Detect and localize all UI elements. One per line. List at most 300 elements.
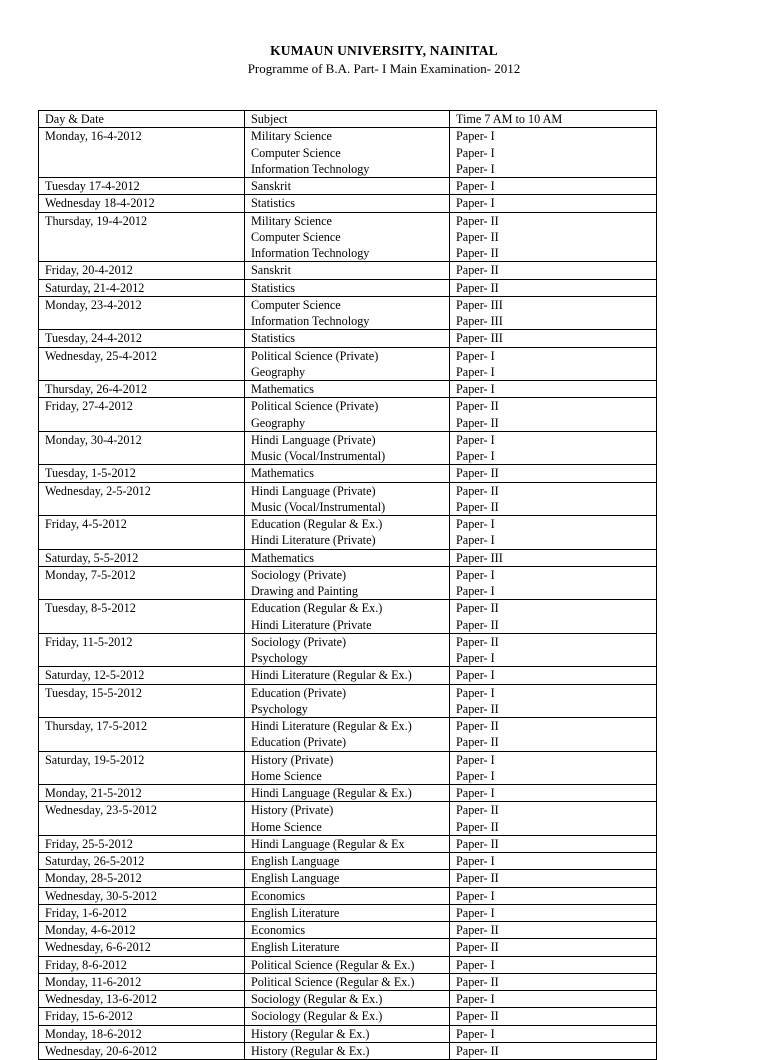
subject-name: Hindi Language (Private) xyxy=(251,432,376,447)
subject-name: Sociology (Regular & Ex.) xyxy=(251,1009,383,1024)
exam-date xyxy=(39,549,245,566)
exam-subjects xyxy=(245,973,450,990)
paper-label: Paper- I xyxy=(456,161,495,176)
subject-name: Mathematics xyxy=(251,466,314,481)
exam-papers xyxy=(450,566,657,600)
exam-date xyxy=(39,853,245,870)
table-row xyxy=(39,128,657,178)
paper-label: Paper- III xyxy=(456,314,503,328)
exam-papers xyxy=(450,785,657,802)
table-row xyxy=(39,922,657,939)
exam-papers xyxy=(450,262,657,279)
paper-label: Paper- II xyxy=(456,499,499,514)
exam-date xyxy=(39,279,245,296)
subject-name: English Language xyxy=(251,871,340,886)
exam-date-text: Monday, 11-6-2012 xyxy=(45,974,142,989)
exam-date xyxy=(39,600,245,634)
exam-date xyxy=(39,262,245,279)
table-row xyxy=(39,549,657,566)
subject-name: Mathematics xyxy=(251,382,314,396)
exam-papers xyxy=(450,549,657,566)
table-row xyxy=(39,802,657,836)
exam-date xyxy=(39,482,245,516)
exam-papers xyxy=(450,751,657,785)
subject-name: Geography xyxy=(251,364,306,379)
exam-subjects xyxy=(245,431,450,465)
paper-label: Paper- II xyxy=(456,263,499,278)
table-row xyxy=(39,381,657,398)
exam-papers xyxy=(450,279,657,296)
paper-label: Paper- I xyxy=(456,1026,495,1041)
table-row xyxy=(39,262,657,279)
exam-subjects xyxy=(245,296,450,330)
document-subtitle: Programme of B.A. Part- I Main Examination- 2012 xyxy=(247,61,521,76)
exam-papers xyxy=(450,212,657,262)
paper-label: Paper- I xyxy=(456,145,495,160)
exam-date-text: Friday, 11-5-2012 xyxy=(45,634,133,649)
paper-label: Paper- II xyxy=(456,399,499,414)
table-row xyxy=(39,973,657,990)
exam-papers xyxy=(450,684,657,718)
exam-date-text: Saturday, 19-5-2012 xyxy=(45,752,145,767)
paper-label: Paper- I xyxy=(456,382,495,396)
exam-date xyxy=(39,212,245,262)
table-row xyxy=(39,330,657,347)
paper-label: Paper- II xyxy=(456,803,499,818)
exam-papers xyxy=(450,347,657,381)
exam-date-text: Thursday, 26-4-2012 xyxy=(45,382,148,396)
paper-label: Paper- II xyxy=(456,940,499,955)
exam-subjects xyxy=(245,398,450,432)
table-row xyxy=(39,939,657,956)
table-header-row xyxy=(39,111,657,128)
exam-papers xyxy=(450,922,657,939)
subject-name: Information Technology xyxy=(251,161,370,176)
exam-date xyxy=(39,802,245,836)
subject-name: Hindi Literature (Regular & Ex.) xyxy=(251,668,412,683)
exam-papers xyxy=(450,991,657,1008)
exam-papers xyxy=(450,1025,657,1042)
exam-date xyxy=(39,973,245,990)
column-header-time: Time 7 AM to 10 AM xyxy=(450,111,657,128)
paper-label: Paper- I xyxy=(456,432,495,447)
table-row xyxy=(39,956,657,973)
table-row xyxy=(39,870,657,887)
exam-subjects xyxy=(245,279,450,296)
exam-subjects xyxy=(245,516,450,550)
subject-name: Information Technology xyxy=(251,246,370,260)
table-row xyxy=(39,195,657,212)
subject-name: Hindi Language (Regular & Ex xyxy=(251,836,405,851)
exam-subjects xyxy=(245,549,450,566)
paper-label: Paper- II xyxy=(456,280,499,295)
exam-subjects xyxy=(245,922,450,939)
exam-papers xyxy=(450,1008,657,1025)
table-row xyxy=(39,718,657,752)
paper-label: Paper- I xyxy=(456,786,495,800)
exam-subjects xyxy=(245,684,450,718)
subject-name: Drawing and Painting xyxy=(251,584,358,598)
exam-subjects xyxy=(245,330,450,347)
exam-date-text: Tuesday, 15-5-2012 xyxy=(45,685,142,700)
exam-subjects xyxy=(245,465,450,482)
paper-label: Paper- II xyxy=(456,483,499,498)
exam-date-text: Wednesday, 2-5-2012 xyxy=(45,483,151,498)
exam-date-text: Friday, 8-6-2012 xyxy=(45,957,127,972)
exam-papers xyxy=(450,195,657,212)
subject-name: Political Science (Regular & Ex.) xyxy=(251,974,415,989)
exam-papers xyxy=(450,398,657,432)
subject-name: Hindi Literature (Private xyxy=(251,617,372,632)
paper-label: Paper- I xyxy=(456,888,495,903)
table-row xyxy=(39,853,657,870)
paper-label: Paper- I xyxy=(456,685,495,700)
subject-name: Hindi Language (Regular & Ex.) xyxy=(251,786,412,800)
exam-papers xyxy=(450,600,657,634)
table-row xyxy=(39,600,657,634)
table-row xyxy=(39,1008,657,1025)
exam-subjects xyxy=(245,991,450,1008)
exam-subjects xyxy=(245,785,450,802)
table-row xyxy=(39,279,657,296)
exam-date xyxy=(39,178,245,195)
paper-label: Paper- I xyxy=(456,752,495,767)
exam-date xyxy=(39,347,245,381)
exam-date xyxy=(39,566,245,600)
exam-papers xyxy=(450,465,657,482)
subject-name: Information Technology xyxy=(251,314,370,328)
exam-papers xyxy=(450,835,657,852)
exam-papers xyxy=(450,482,657,516)
paper-label: Paper- II xyxy=(456,213,499,228)
exam-date xyxy=(39,904,245,921)
exam-date xyxy=(39,751,245,785)
exam-date xyxy=(39,922,245,939)
table-row xyxy=(39,347,657,381)
exam-date xyxy=(39,195,245,212)
exam-date xyxy=(39,956,245,973)
exam-subjects xyxy=(245,600,450,634)
exam-date xyxy=(39,684,245,718)
exam-date-text: Saturday, 21-4-2012 xyxy=(45,280,145,295)
subject-name: Economics xyxy=(251,888,306,903)
table-row xyxy=(39,904,657,921)
subject-name: History (Private) xyxy=(251,752,334,767)
exam-date-text: Wednesday, 20-6-2012 xyxy=(45,1043,157,1058)
paper-label: Paper- I xyxy=(456,533,495,548)
subject-name: Home Science xyxy=(251,768,322,783)
exam-subjects xyxy=(245,381,450,398)
subject-name: Education (Private) xyxy=(251,735,347,750)
exam-subjects xyxy=(245,128,450,178)
exam-subjects xyxy=(245,718,450,752)
exam-subjects xyxy=(245,347,450,381)
exam-date xyxy=(39,835,245,852)
exam-subjects xyxy=(245,853,450,870)
document-title: KUMAUN UNIVERSITY, NAINITAL xyxy=(270,43,498,58)
paper-label: Paper- II xyxy=(456,735,499,750)
exam-papers xyxy=(450,853,657,870)
table-row xyxy=(39,751,657,785)
exam-subjects xyxy=(245,956,450,973)
subject-name: Music (Vocal/Instrumental) xyxy=(251,499,386,514)
subject-name: English Literature xyxy=(251,940,340,955)
paper-label: Paper- II xyxy=(456,601,499,616)
table-row xyxy=(39,887,657,904)
subject-name: Music (Vocal/Instrumental) xyxy=(251,449,386,463)
exam-subjects xyxy=(245,1008,450,1025)
table-row xyxy=(39,835,657,852)
exam-date xyxy=(39,381,245,398)
paper-label: Paper- II xyxy=(456,246,499,260)
table-row xyxy=(39,212,657,262)
exam-date-text: Friday, 25-5-2012 xyxy=(45,836,133,851)
paper-label: Paper- II xyxy=(456,819,499,834)
exam-papers xyxy=(450,516,657,550)
subject-name: Hindi Literature (Regular & Ex.) xyxy=(251,719,412,733)
exam-date-text: Tuesday, 8-5-2012 xyxy=(45,601,136,616)
column-header-subject: Subject xyxy=(245,111,450,128)
table-row xyxy=(39,667,657,684)
table-row xyxy=(39,1042,657,1059)
exam-date-text: Wednesday 18-4-2012 xyxy=(45,196,155,211)
paper-label: Paper- II xyxy=(456,617,499,632)
table-row xyxy=(39,684,657,718)
exam-date xyxy=(39,870,245,887)
exam-date xyxy=(39,431,245,465)
exam-date-text: Monday, 28-5-2012 xyxy=(45,871,142,886)
exam-date-text: Monday, 23-4-2012 xyxy=(45,297,142,312)
subject-name: Mathematics xyxy=(251,550,314,565)
paper-label: Paper- II xyxy=(456,634,499,649)
exam-papers xyxy=(450,904,657,921)
column-header-date: Day & Date xyxy=(39,111,245,128)
exam-subjects xyxy=(245,633,450,667)
subject-name: Military Science xyxy=(251,129,332,144)
paper-label: Paper- II xyxy=(456,229,499,244)
subject-name: Statistics xyxy=(251,331,296,346)
subject-name: Political Science (Private) xyxy=(251,399,379,414)
subject-name: Economics xyxy=(251,923,306,937)
table-row xyxy=(39,566,657,600)
exam-date-text: Friday, 27-4-2012 xyxy=(45,399,133,414)
table-row xyxy=(39,1025,657,1042)
table-row xyxy=(39,482,657,516)
exam-papers xyxy=(450,718,657,752)
exam-papers xyxy=(450,1042,657,1059)
exam-date xyxy=(39,516,245,550)
subject-name: Military Science xyxy=(251,213,332,228)
paper-label: Paper- I xyxy=(456,905,495,920)
paper-label: Paper- II xyxy=(456,1009,499,1024)
table-row xyxy=(39,785,657,802)
subject-name: Sociology (Private) xyxy=(251,634,347,649)
exam-date-text: Thursday, 19-4-2012 xyxy=(45,213,148,228)
table-row xyxy=(39,296,657,330)
exam-date-text: Friday, 20-4-2012 xyxy=(45,263,133,278)
exam-subjects xyxy=(245,212,450,262)
exam-subjects xyxy=(245,904,450,921)
exam-date xyxy=(39,785,245,802)
exam-papers xyxy=(450,887,657,904)
exam-papers xyxy=(450,381,657,398)
exam-papers xyxy=(450,330,657,347)
exam-date-text: Wednesday, 30-5-2012 xyxy=(45,888,157,903)
exam-date xyxy=(39,398,245,432)
paper-label: Paper- II xyxy=(456,701,499,716)
exam-date-text: Wednesday, 23-5-2012 xyxy=(45,803,157,818)
subject-name: Political Science (Regular & Ex.) xyxy=(251,957,415,972)
paper-label: Paper- I xyxy=(456,567,495,582)
exam-date xyxy=(39,1042,245,1059)
table-row xyxy=(39,633,657,667)
paper-label: Paper- I xyxy=(456,992,495,1006)
exam-date xyxy=(39,128,245,178)
paper-label: Paper- II xyxy=(456,719,499,733)
table-row xyxy=(39,465,657,482)
paper-label: Paper- I xyxy=(456,957,495,972)
exam-papers xyxy=(450,802,657,836)
paper-label: Paper- I xyxy=(456,651,495,665)
paper-label: Paper- II xyxy=(456,974,499,989)
exam-papers xyxy=(450,956,657,973)
exam-date-text: Monday, 16-4-2012 xyxy=(45,129,142,144)
exam-papers xyxy=(450,296,657,330)
subject-name: Education (Private) xyxy=(251,685,347,700)
subject-name: English Language xyxy=(251,854,340,868)
exam-papers xyxy=(450,939,657,956)
table-row xyxy=(39,991,657,1008)
exam-subjects xyxy=(245,195,450,212)
exam-date-text: Wednesday, 13-6-2012 xyxy=(45,992,157,1006)
paper-label: Paper- I xyxy=(456,364,495,379)
exam-subjects xyxy=(245,887,450,904)
exam-subjects xyxy=(245,178,450,195)
paper-label: Paper- I xyxy=(456,584,495,598)
exam-subjects xyxy=(245,870,450,887)
subject-name: History (Regular & Ex.) xyxy=(251,1026,370,1041)
paper-label: Paper- I xyxy=(456,129,495,144)
exam-date-text: Monday, 4-6-2012 xyxy=(45,923,136,937)
paper-label: Paper- I xyxy=(456,348,495,363)
table-row xyxy=(39,516,657,550)
paper-label: Paper- I xyxy=(456,668,495,683)
exam-date-text: Monday, 21-5-2012 xyxy=(45,786,142,800)
exam-date-text: Tuesday, 1-5-2012 xyxy=(45,466,136,481)
exam-subjects xyxy=(245,667,450,684)
exam-date xyxy=(39,465,245,482)
subject-name: Education (Regular & Ex.) xyxy=(251,601,383,616)
table-row xyxy=(39,431,657,465)
subject-name: Hindi Literature (Private) xyxy=(251,533,376,548)
exam-date-text: Friday, 15-6-2012 xyxy=(45,1009,133,1024)
exam-papers xyxy=(450,870,657,887)
exam-date xyxy=(39,330,245,347)
exam-date xyxy=(39,718,245,752)
exam-date xyxy=(39,296,245,330)
subject-name: Statistics xyxy=(251,280,296,295)
exam-papers xyxy=(450,431,657,465)
table-row xyxy=(39,398,657,432)
subject-name: Sanskrit xyxy=(251,179,291,193)
exam-date xyxy=(39,991,245,1008)
exam-papers xyxy=(450,667,657,684)
exam-subjects xyxy=(245,262,450,279)
exam-date-text: Wednesday, 6-6-2012 xyxy=(45,940,151,955)
subject-name: Statistics xyxy=(251,196,296,211)
exam-date xyxy=(39,667,245,684)
subject-name: English Literature xyxy=(251,905,340,920)
exam-date-text: Saturday, 26-5-2012 xyxy=(45,854,145,868)
subject-name: Computer Science xyxy=(251,145,341,160)
paper-label: Paper- II xyxy=(456,871,499,886)
paper-label: Paper- II xyxy=(456,466,499,481)
subject-name: History (Regular & Ex.) xyxy=(251,1043,370,1058)
paper-label: Paper- II xyxy=(456,923,499,937)
paper-label: Paper- I xyxy=(456,449,495,463)
table-row xyxy=(39,178,657,195)
exam-date xyxy=(39,939,245,956)
exam-date-text: Friday, 4-5-2012 xyxy=(45,517,127,531)
paper-label: Paper- I xyxy=(456,517,495,531)
exam-date xyxy=(39,1008,245,1025)
subject-name: Home Science xyxy=(251,819,322,834)
exam-date-text: Wednesday, 25-4-2012 xyxy=(45,348,157,363)
exam-date xyxy=(39,887,245,904)
paper-label: Paper- III xyxy=(456,331,503,346)
exam-date-text: Friday, 1-6-2012 xyxy=(45,905,127,920)
exam-date-text: Tuesday, 24-4-2012 xyxy=(45,331,142,346)
paper-label: Paper- I xyxy=(456,854,495,868)
exam-papers xyxy=(450,178,657,195)
exam-date-text: Monday, 30-4-2012 xyxy=(45,432,142,447)
subject-name: Computer Science xyxy=(251,229,341,244)
paper-label: Paper- III xyxy=(456,297,503,312)
subject-name: Education (Regular & Ex.) xyxy=(251,517,383,531)
subject-name: Psychology xyxy=(251,701,308,716)
exam-subjects xyxy=(245,835,450,852)
subject-name: Political Science (Private) xyxy=(251,348,379,363)
exam-date-text: Tuesday 17-4-2012 xyxy=(45,179,140,193)
exam-subjects xyxy=(245,566,450,600)
subject-name: Hindi Language (Private) xyxy=(251,483,376,498)
exam-papers xyxy=(450,128,657,178)
exam-subjects xyxy=(245,802,450,836)
exam-date-text: Monday, 18-6-2012 xyxy=(45,1026,142,1041)
exam-date xyxy=(39,633,245,667)
paper-label: Paper- II xyxy=(456,836,499,851)
exam-subjects xyxy=(245,1025,450,1042)
exam-date-text: Saturday, 12-5-2012 xyxy=(45,668,145,683)
subject-name: Psychology xyxy=(251,651,308,665)
exam-date xyxy=(39,1025,245,1042)
paper-label: Paper- II xyxy=(456,415,499,430)
exam-subjects xyxy=(245,751,450,785)
paper-label: Paper- I xyxy=(456,768,495,783)
table-body xyxy=(39,128,657,1060)
paper-label: Paper- I xyxy=(456,179,495,193)
subject-name: History (Private) xyxy=(251,803,334,818)
exam-date-text: Saturday, 5-5-2012 xyxy=(45,550,139,565)
paper-label: Paper- I xyxy=(456,196,495,211)
exam-date-text: Thursday, 17-5-2012 xyxy=(45,719,148,733)
subject-name: Computer Science xyxy=(251,297,341,312)
subject-name: Sanskrit xyxy=(251,263,291,278)
exam-subjects xyxy=(245,1042,450,1059)
exam-papers xyxy=(450,973,657,990)
exam-subjects xyxy=(245,482,450,516)
paper-label: Paper- III xyxy=(456,550,503,565)
